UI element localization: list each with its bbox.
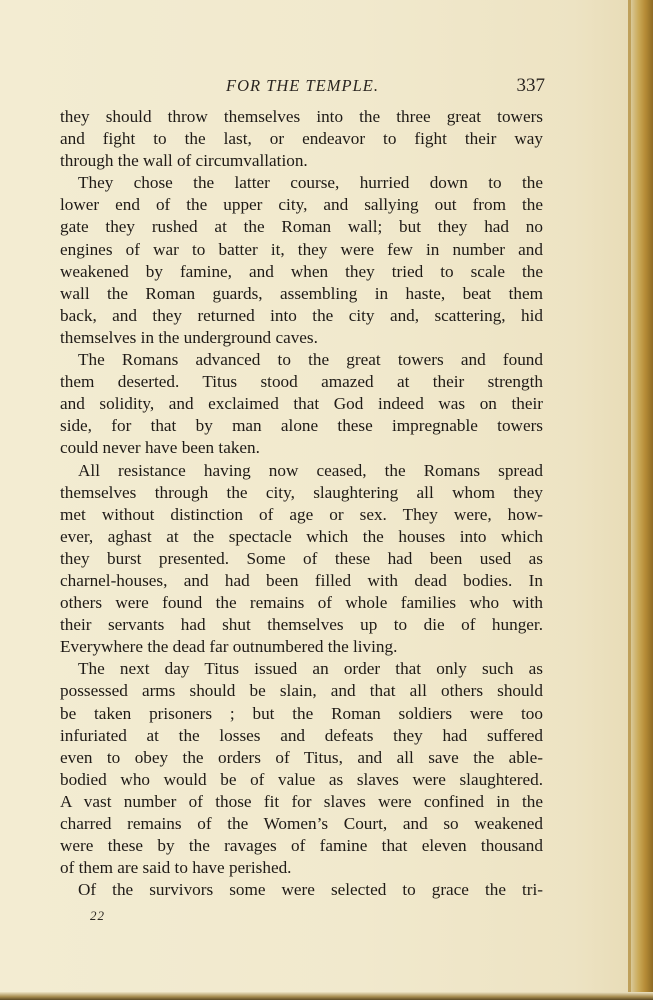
text-line: A vast number of those fit for slaves were confined in the bbox=[60, 791, 543, 811]
text-line: and solidity, and exclaimed that God indeed was on their bbox=[60, 394, 543, 414]
body-text bbox=[60, 106, 543, 901]
text-line: They chose the latter course, hurried down to the bbox=[78, 173, 543, 193]
text-line: were these by the ravages of famine that eleven thousand bbox=[60, 836, 543, 856]
text-line: The next day Titus issued an order that only such as bbox=[78, 659, 543, 679]
text-line: even to obey the orders of Titus, and all save the able- bbox=[60, 747, 543, 767]
text-line: charred remains of the Women’s Court, and so weakened bbox=[60, 814, 543, 833]
text-line: weakened by famine, and when they tried to scale the bbox=[60, 261, 543, 281]
text-line: they should throw themselves into the three great towers bbox=[60, 107, 543, 126]
text-line: through the wall of circumvallation. bbox=[60, 151, 308, 171]
text-line: All resistance having now ceased, the Romans spread bbox=[78, 460, 543, 480]
text-line: be taken prisoners ; but the Roman soldiers were too bbox=[60, 703, 543, 723]
text-line: them deserted. Titus stood amazed at their strength bbox=[60, 372, 543, 392]
text-line: side, for that by man alone these impregnable towers bbox=[60, 416, 543, 436]
text-line: others were found the remains of whole families who with bbox=[60, 593, 543, 613]
text-line: and fight to the last, or endeavor to fight their way bbox=[60, 129, 543, 149]
text-line: their servants had shut themselves up to die of hunger. bbox=[60, 615, 543, 635]
text-line: lower end of the upper city, and sallying out from the bbox=[60, 195, 543, 215]
text-line: could never have been taken. bbox=[60, 438, 260, 458]
text-line: ever, aghast at the spectacle which the houses into which bbox=[60, 526, 543, 546]
text-line: Of the survivors some were selected to grace the tri- bbox=[78, 880, 543, 900]
text-line: of them are said to have perished. bbox=[60, 858, 292, 878]
text-line: themselves in the underground caves. bbox=[60, 327, 318, 347]
text-line: back, and they returned into the city and, scattering, hid bbox=[60, 305, 543, 325]
text-line: they burst presented. Some of these had been used as bbox=[60, 548, 543, 568]
running-head bbox=[60, 74, 545, 100]
text-line: wall the Roman guards, assembling in haste, beat them bbox=[60, 283, 543, 303]
page-number: 337 bbox=[516, 75, 545, 96]
text-line: possessed arms should be slain, and that all others should bbox=[60, 681, 543, 701]
text-line: engines of war to batter it, they were few in number and bbox=[60, 239, 543, 259]
text-line: Everywhere the dead far outnumbered the living. bbox=[60, 637, 398, 657]
text-line: The Romans advanced to the great towers and found bbox=[78, 350, 543, 370]
text-line: infuriated at the losses and defeats they had suffered bbox=[60, 725, 543, 745]
text-line: charnel-houses, and had been filled with dead bodies. In bbox=[60, 570, 543, 590]
text-line: bodied who would be of value as slaves were slaughtered. bbox=[60, 769, 543, 789]
book-spine bbox=[631, 0, 653, 1000]
running-head-title: FOR THE TEMPLE. bbox=[226, 76, 379, 95]
signature-mark: 22 bbox=[90, 908, 105, 923]
page-bottom-edge bbox=[0, 992, 653, 1000]
text-line: themselves through the city, slaughtering all whom they bbox=[60, 482, 543, 502]
text-line: gate they rushed at the Roman wall; but they had no bbox=[60, 217, 543, 237]
text-line: met without distinction of age or sex. They were, how- bbox=[60, 504, 543, 524]
